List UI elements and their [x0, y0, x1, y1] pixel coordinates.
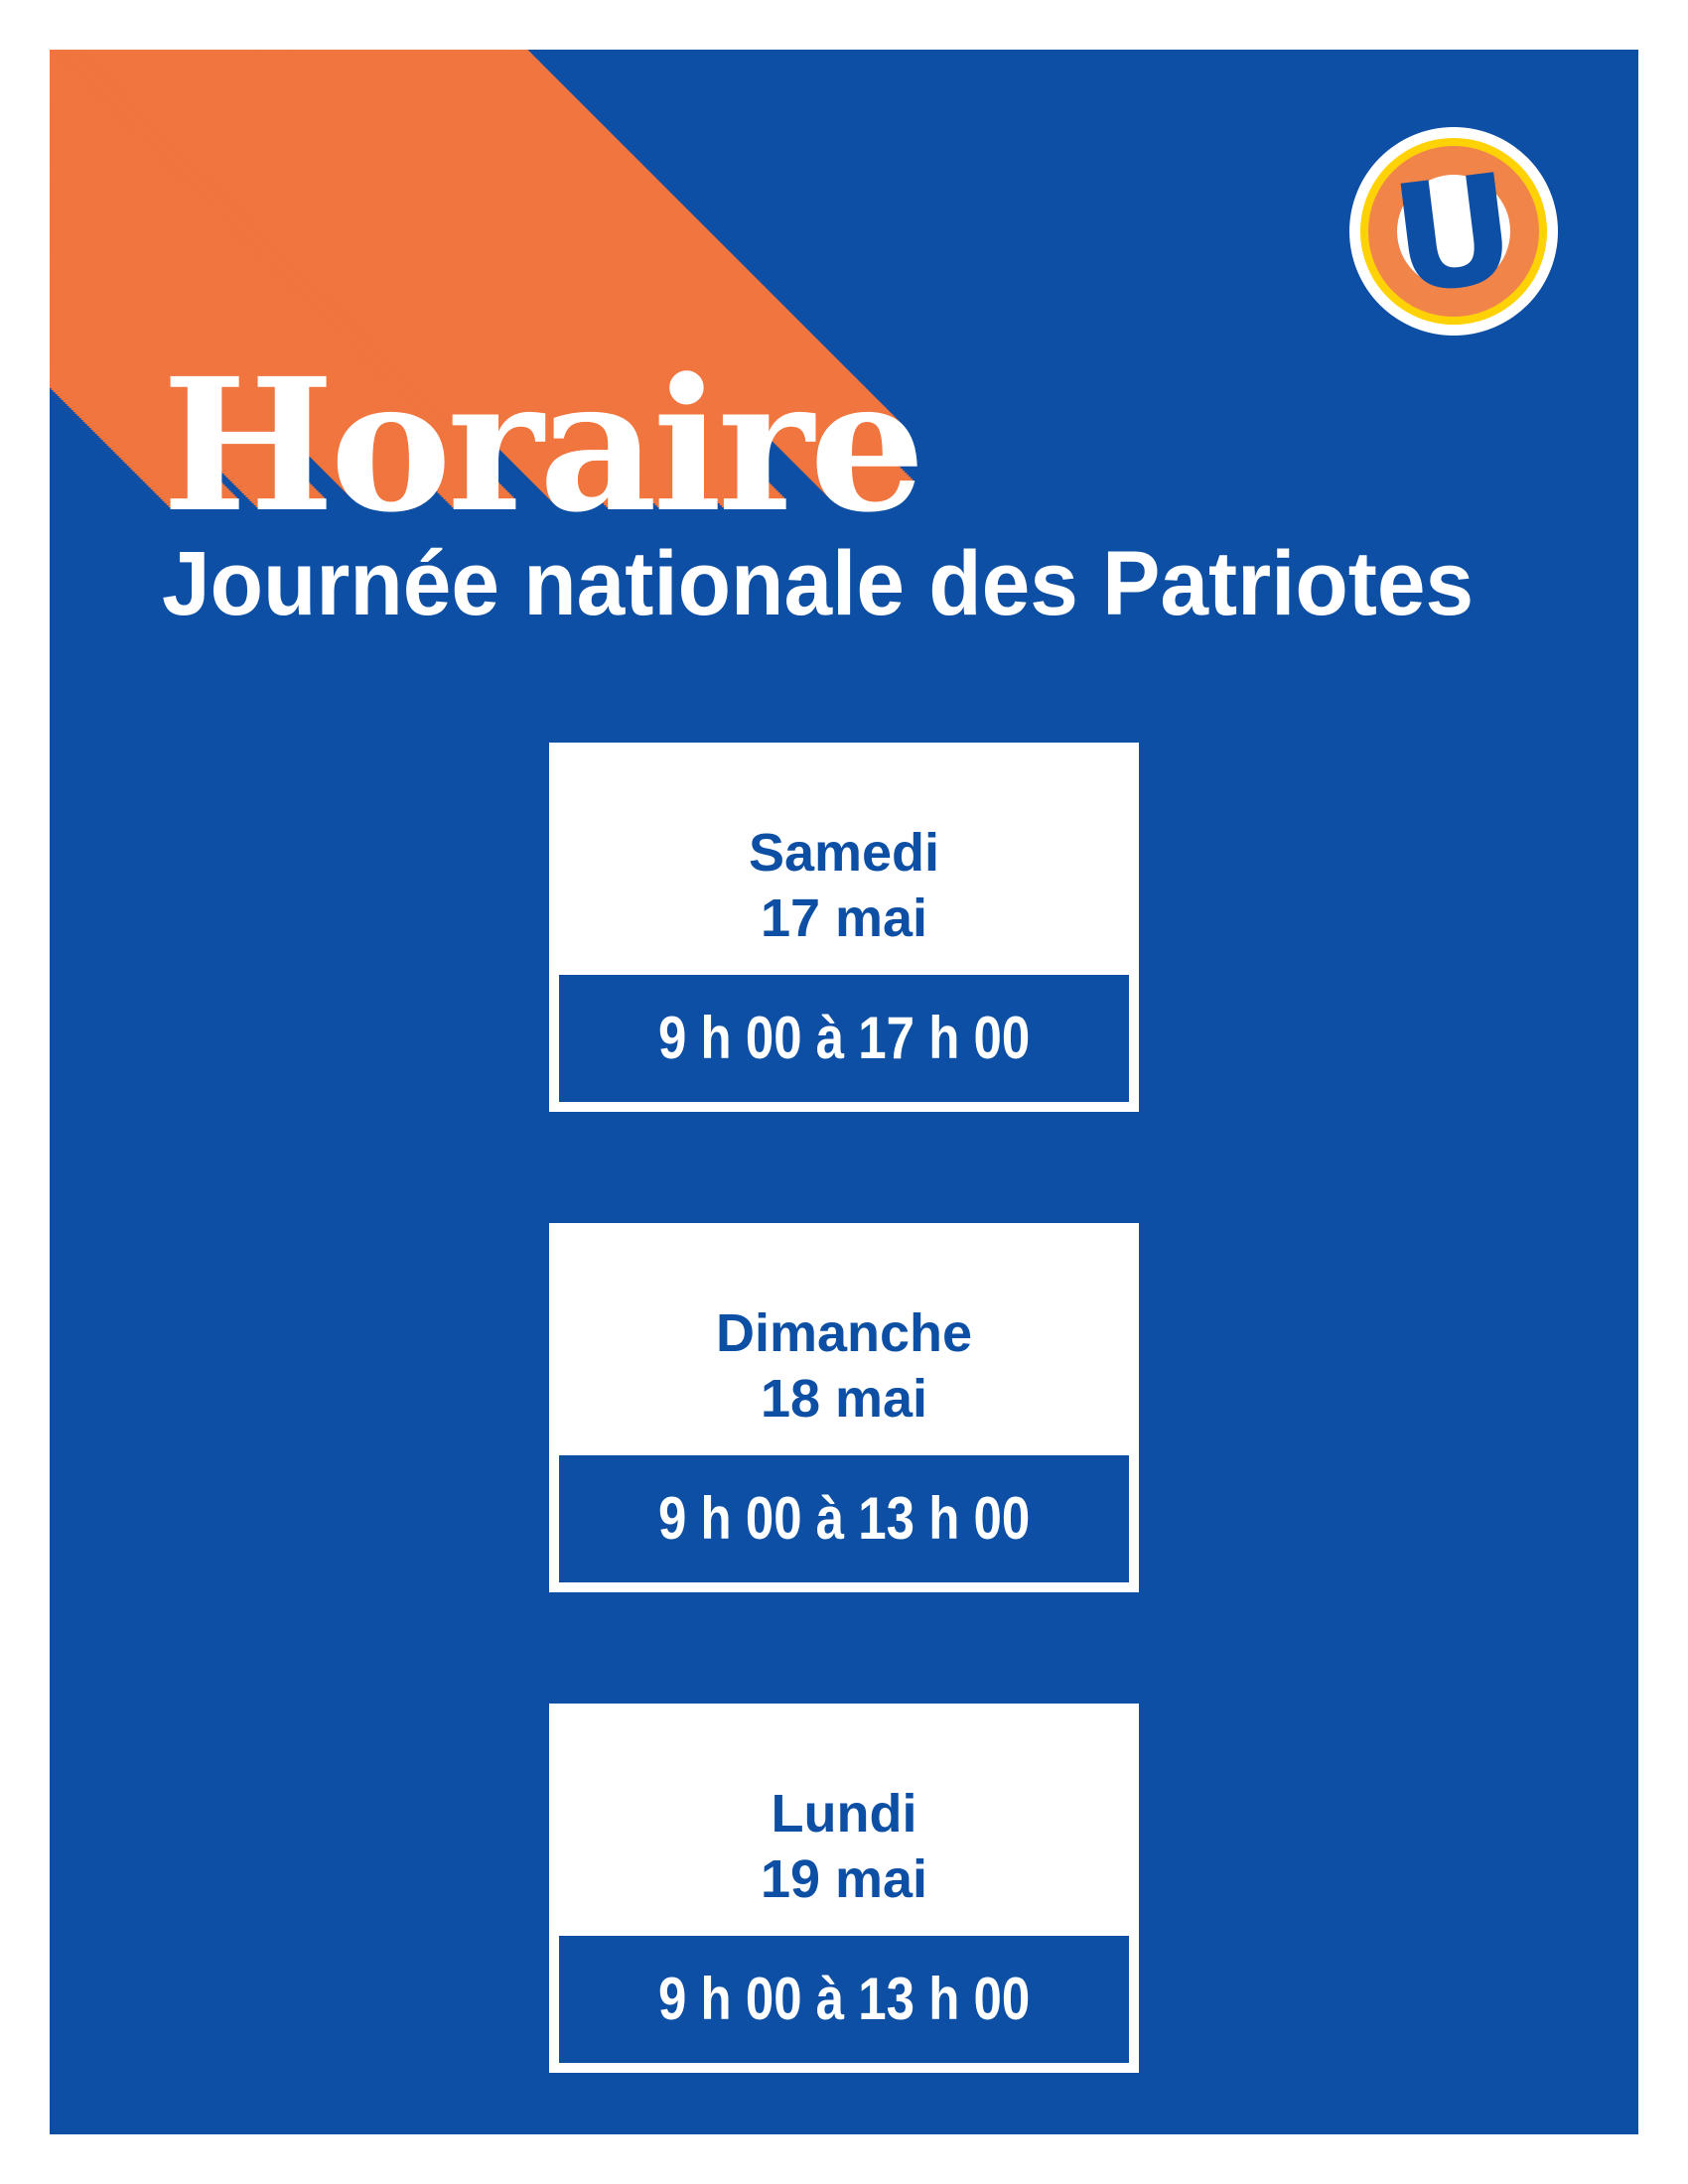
poster-title: Horaire: [162, 339, 921, 553]
day-label: Lundi: [771, 1784, 917, 1843]
poster-subtitle: [162, 533, 1543, 634]
u-roundel-icon: [1344, 122, 1563, 341]
day-label: Samedi: [748, 823, 940, 883]
date-label: 19 mai: [760, 1849, 928, 1909]
brand-logo: [1344, 122, 1563, 341]
hours-strip: [559, 1455, 1129, 1582]
card-day-block: [549, 743, 1139, 975]
schedule-card-sunday: [549, 1223, 1139, 1592]
hours-label: 9 h 00 à 17 h 00: [657, 1005, 1031, 1071]
day-label: Dimanche: [715, 1303, 973, 1363]
hours-strip: [559, 975, 1129, 1102]
hours-label: 9 h 00 à 13 h 00: [657, 1485, 1031, 1552]
logo-u-letter: U: [1383, 142, 1525, 329]
hours-strip: [559, 1936, 1129, 2063]
card-day-block: [549, 1223, 1139, 1455]
card-day-block: [549, 1704, 1139, 1936]
date-label: 18 mai: [760, 1369, 928, 1429]
schedule-card-monday: [549, 1704, 1139, 2073]
hours-label: 9 h 00 à 13 h 00: [657, 1966, 1031, 2032]
date-label: 17 mai: [760, 888, 928, 948]
schedule-card-saturday: [549, 743, 1139, 1112]
poster-canvas: [50, 50, 1638, 2134]
poster-subtitle-text: Journée nationale des Patriotes: [162, 533, 1475, 634]
schedule-card-list: [549, 743, 1139, 2073]
